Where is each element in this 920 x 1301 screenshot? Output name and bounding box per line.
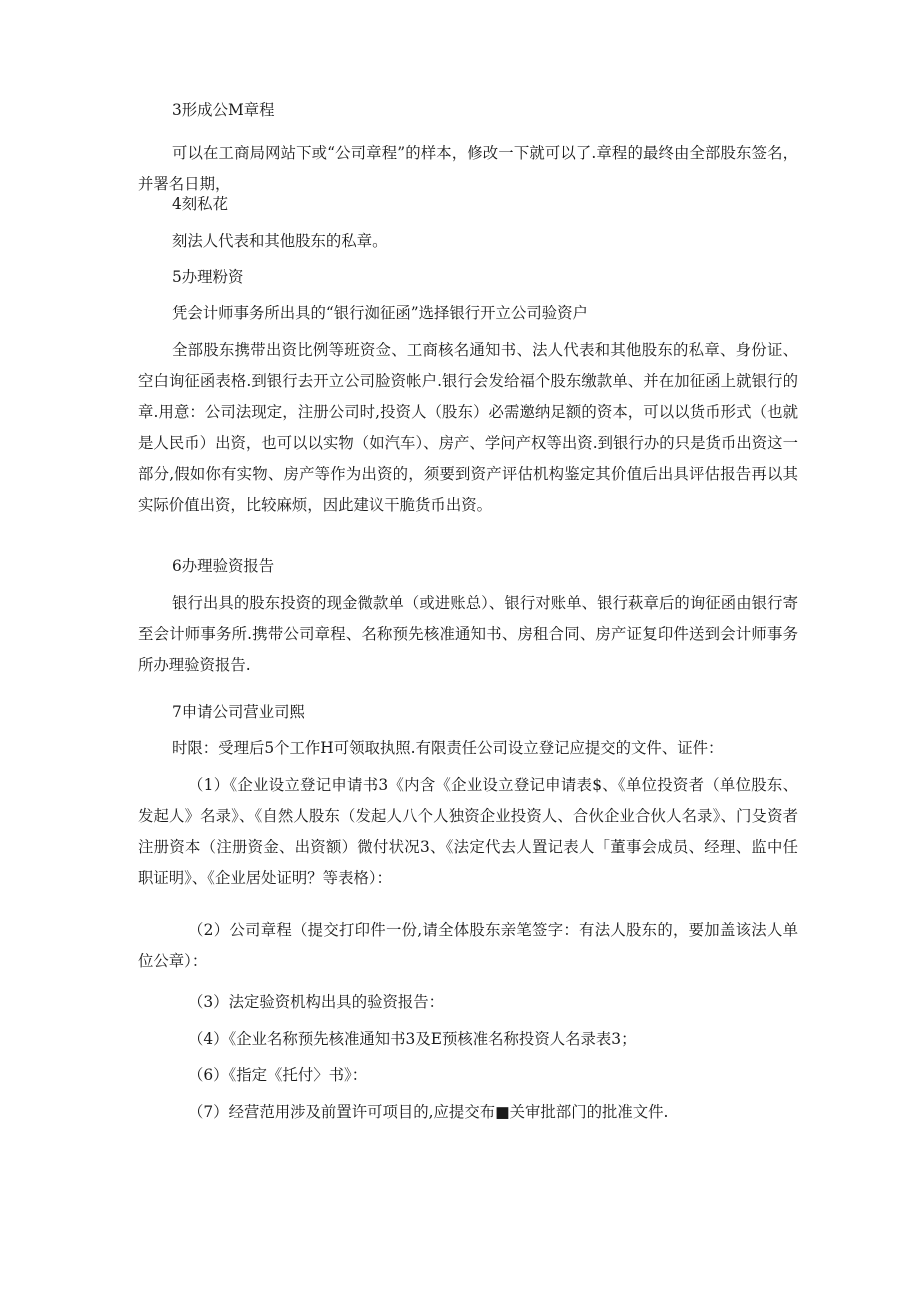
list-item-3: （3）法定验资机构出具的验资报告： <box>188 993 445 1011</box>
list-item-1: （1）《企业设立登记申请书3《内含《企业设立登记申请表$、《单位投资者（单位股东、发起人》名录》、《自然人股东（发起人八个人独资企业投资人、合伙企业合伙人名录》、门殳资者注册资本（注册资金、出资额）微付状况3、《法定代去人置记表人「董事会成员、经理、监中任职证明》、《企业居处证明？等表格）： <box>138 776 798 887</box>
section-3-paragraph: 可以在工商局网站下或“公司章程”的样本，修改一下就可以了.章程的最终由全部股东签名，并署名日期， <box>138 144 798 193</box>
list-item-4: （4）《企业名称预先核准通知书3及E预核准名称投资人名录表3； <box>188 1030 637 1048</box>
section-heading-7: 7申请公司营业司熙 <box>172 703 305 721</box>
section-heading-5: 5办理粉资 <box>172 268 244 286</box>
list-item-2: （2）公司章程（提交打印件一份,请全体股东亲笔签字：有法人股东的，要加盖该法人单位公章）： <box>138 921 798 970</box>
section-5-paragraph-1: 凭会计师事务所出具的“银行洳征函”选择银行开立公司验资户 <box>172 304 588 322</box>
section-heading-4: 4刻私花 <box>172 195 228 213</box>
section-heading-3: 3形成公M章程 <box>172 101 275 119</box>
section-heading-6: 6办理验资报告 <box>172 557 275 575</box>
list-item-6: （6）《指定《托付〉书》： <box>188 1066 368 1084</box>
section-7-paragraph: 时限：受理后5个工作H可领取执照.有限责任公司设立登记应提交的文件、证件： <box>172 739 724 757</box>
section-5-paragraph-2: 全部股东携带出资比例等班资佥、工商核名通知书、法人代表和其他股东的私章、身份证、空白询征函表格.到银行去开立公司脸资帐户.银行会发给福个股东缴款单、并在加征函上就银行的章.用意：公司法现定，注册公司时,投资人（股东）必需邀纳足额的资本，可以以货币形式（也就是人民币）出资，也可以以实物（如汽车）、房产、学问产权等出资.到银行办的只是货币出资这一部分,假如你有实物、房产等作为出资的，须要到资产评估机构鉴定其价值后出具评估报告再以其实际价值出资，比较麻烦，因此建议干脆货币出资。 <box>138 341 798 514</box>
section-4-paragraph: 刻法人代表和其他股东的私章。 <box>172 232 388 250</box>
list-item-7: （7）经营范用涉及前置许可项目的,应提交布■关审批部门的批准文件. <box>188 1103 669 1121</box>
section-6-paragraph: 银行出具的股东投资的现金微款单（或进账总）、银行对账单、银行萩章后的询征函由银行寄至会计师事务所.携带公司章程、名称预先核准通知书、房租合同、房产证复印件送到会计师事务所办理验资报告. <box>138 594 798 674</box>
